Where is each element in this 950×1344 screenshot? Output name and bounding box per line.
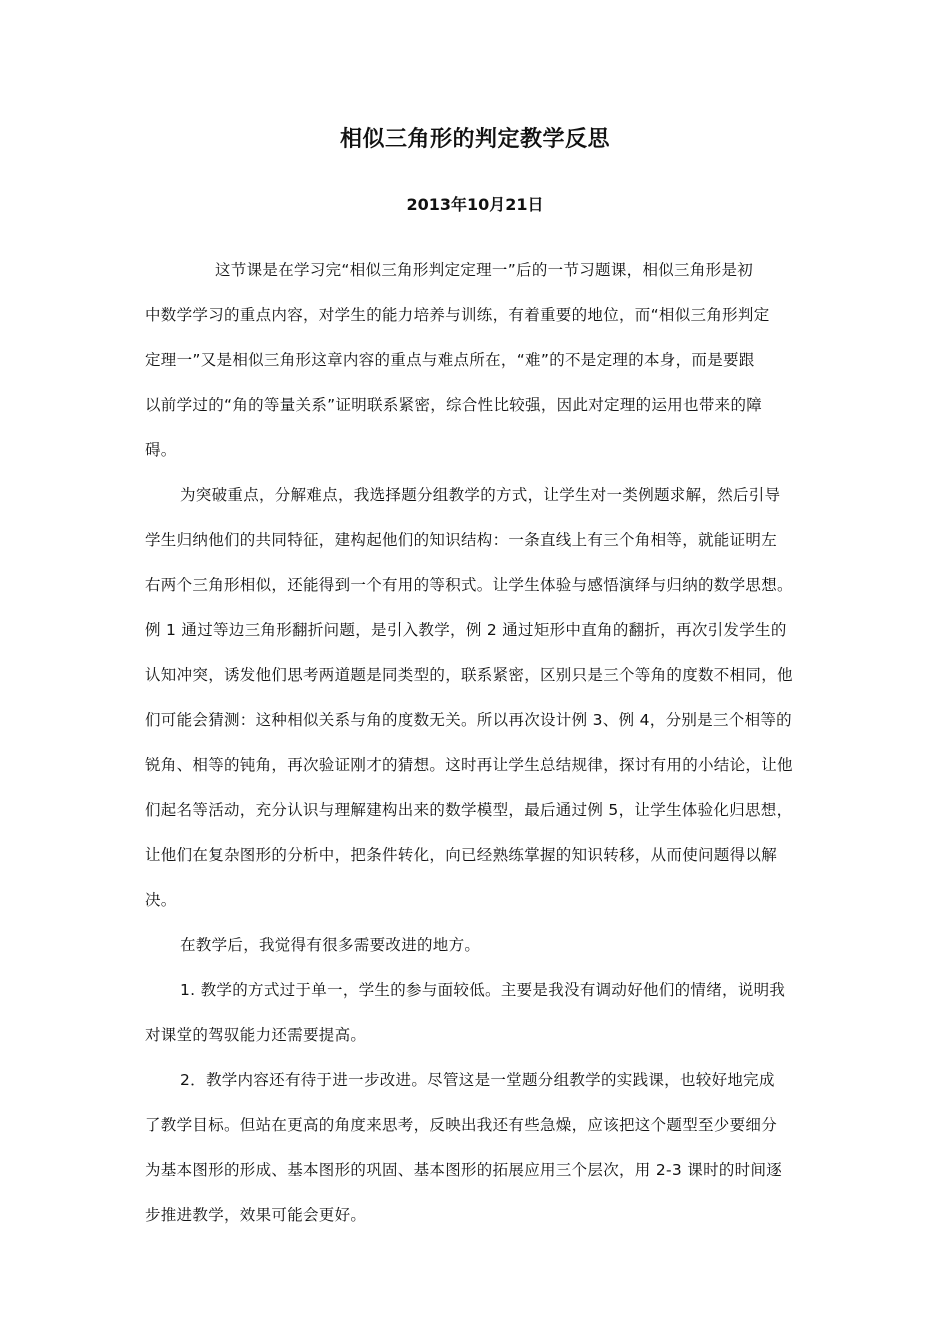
- text-line: 1. 教学的方式过于单一，学生的参与面较低。主要是我没有调动好他们的情绪，说明我: [180, 981, 786, 999]
- text-line: 锐角、相等的钝角，再次验证刚才的猜想。这时再让学生总结规律，探讨有用的小结论，让他: [145, 756, 793, 774]
- paragraph-1: [145, 255, 815, 480]
- text-line: 认知冲突，诱发他们思考两道题是同类型的，联系紧密，区别只是三个等角的度数不相同，他: [145, 666, 793, 684]
- document-title: 相似三角形的判定教学反思: [339, 127, 610, 152]
- paragraph-5: [145, 1065, 815, 1245]
- document-date: 2013年10月21日: [406, 195, 544, 214]
- text-line: 在教学后，我觉得有很多需要改进的地方。: [180, 936, 481, 954]
- text-line: 为基本图形的形成、基本图形的巩固、基本图形的拓展应用三个层次，用 2-3 课时的时间逐: [145, 1161, 783, 1179]
- text-line: 决。: [145, 891, 177, 909]
- text-line: 为突破重点，分解难点，我选择题分组教学的方式，让学生对一类例题求解，然后引导: [180, 486, 781, 504]
- paragraph-4: [145, 975, 815, 1065]
- text-line: 们可能会猜测：这种相似关系与角的度数无关。所以再次设计例 3、例 4，分别是三个相等的: [145, 711, 792, 729]
- text-line: 右两个三角形相似，还能得到一个有用的等积式。让学生体验与感悟演绎与归纳的数学思想。: [145, 576, 793, 594]
- text-line: 让他们在复杂图形的分析中，把条件转化，向已经熟练掌握的知识转移，从而使问题得以解: [145, 846, 778, 864]
- text-line: 中数学学习的重点内容，对学生的能力培养与训练，有着重要的地位，而“相似三角形判定: [145, 306, 770, 324]
- paragraph-3: [145, 930, 815, 975]
- text-line: 学生归纳他们的共同特征，建构起他们的知识结构：一条直线上有三个角相等，就能证明左: [145, 531, 778, 549]
- text-line: 对课堂的驾驭能力还需要提高。: [145, 1026, 367, 1044]
- text-line: 了教学目标。但站在更高的角度来思考，反映出我还有些急燥，应该把这个题型至少要细分: [145, 1116, 778, 1134]
- text-line: 定理一”又是相似三角形这章内容的重点与难点所在，“难”的不是定理的本身，而是要跟: [145, 351, 755, 369]
- text-line: 们起名等活动，充分认识与理解建构出来的数学模型，最后通过例 5，让学生体验化归思想，: [145, 801, 793, 819]
- document-body: [145, 255, 815, 1245]
- text-line: 以前学过的“角的等量关系”证明联系紧密，综合性比较强，因此对定理的运用也带来的障: [145, 396, 763, 414]
- text-line: 例 1 通过等边三角形翻折问题，是引入教学，例 2 通过矩形中直角的翻折，再次引发学生的: [145, 621, 787, 639]
- text-line: 2．教学内容还有待于进一步改进。尽管这是一堂题分组教学的实践课，也较好地完成: [180, 1071, 775, 1089]
- paragraph-2: [145, 480, 815, 930]
- text-line: 这节课是在学习完“相似三角形判定定理一”后的一节习题课，相似三角形是初: [215, 261, 754, 279]
- text-line: 步推进教学，效果可能会更好。: [145, 1206, 367, 1224]
- text-line: 碍。: [145, 441, 177, 459]
